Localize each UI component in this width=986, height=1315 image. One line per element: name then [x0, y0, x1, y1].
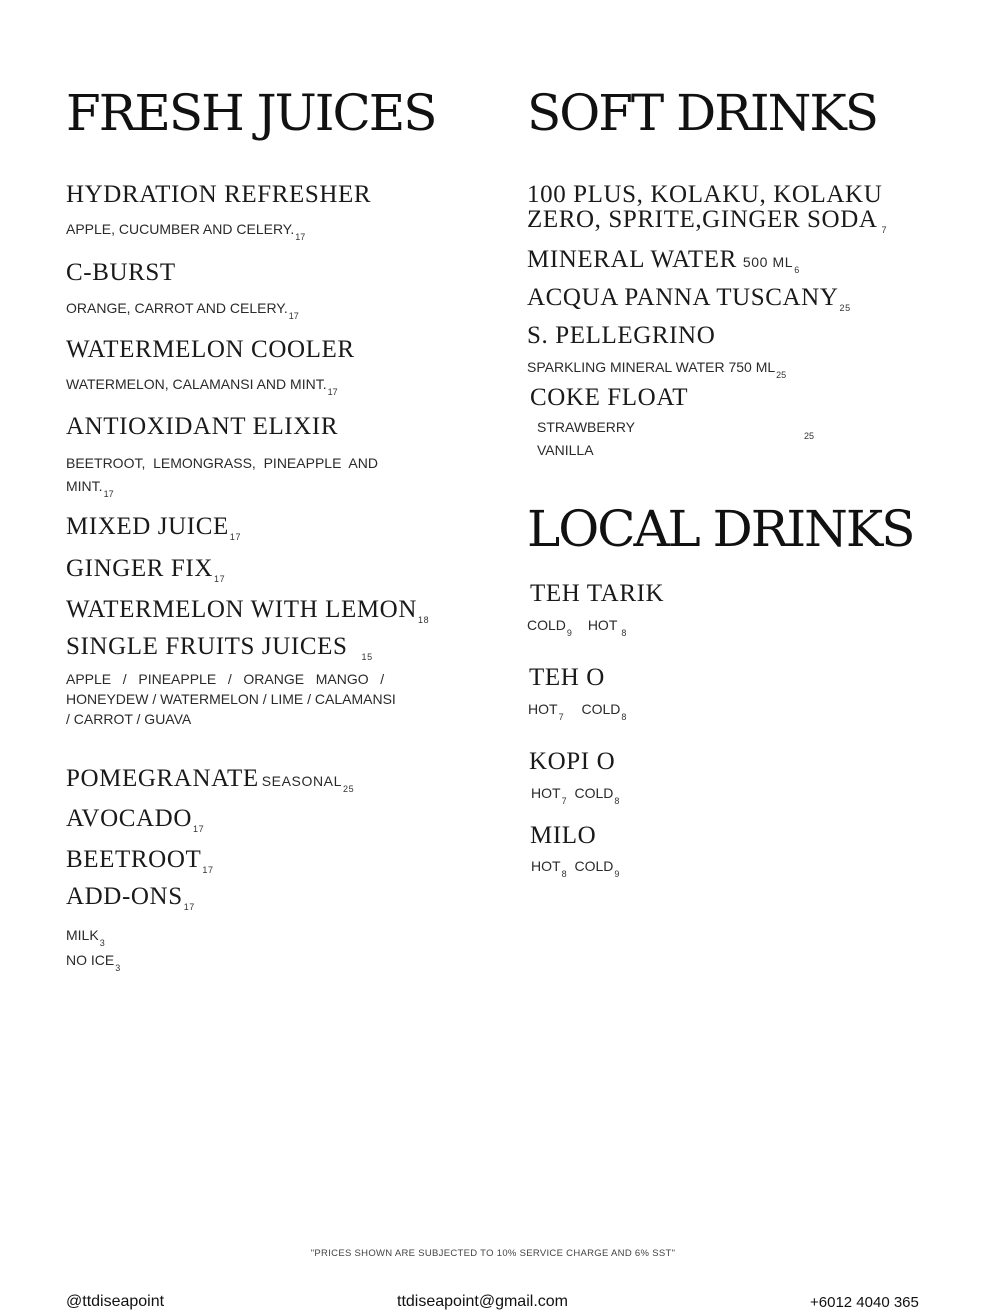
single-fruits-item — [66, 634, 373, 662]
s-pellegrino-name: S. PELLEGRINO — [527, 322, 716, 349]
add-ons-price: 17 — [183, 902, 195, 912]
teh-tarik-cold-label: COLD — [527, 617, 566, 633]
phone-number[interactable]: +6012 4040 365 — [810, 1294, 919, 1311]
single-fruits-options-line2: HONEYDEW / WATERMELON / LIME / CALAMANSI — [66, 691, 396, 707]
add-ons-name: ADD-ONS — [66, 883, 183, 910]
mixed-juice-name: MIXED JUICE — [66, 513, 229, 540]
no-ice-addon-name: NO ICE — [66, 952, 115, 968]
avocado-item — [66, 806, 204, 834]
coke-float-name: COKE FLOAT — [530, 384, 689, 411]
sodas-line1: 100 PLUS, KOLAKU, KOLAKU — [527, 181, 883, 208]
mineral-water-price: 6 — [794, 265, 800, 275]
hydration-refresher-price: 17 — [295, 232, 306, 242]
teh-tarik-hot-label: HOT — [587, 617, 618, 633]
antioxidant-elixir-desc-line2 — [66, 479, 114, 499]
instagram-handle[interactable]: @ttdiseapoint — [66, 1293, 165, 1310]
beetroot-price: 17 — [202, 865, 214, 875]
kopi-o-hot-label: HOT — [531, 785, 561, 801]
pomegranate-seasonal-note: SEASONAL — [261, 773, 343, 789]
teh-o-name: TEH O — [529, 664, 605, 691]
kopi-o-name: KOPI O — [529, 748, 616, 775]
antioxidant-elixir-ingredients-end: MINT. — [66, 478, 103, 494]
teh-o-cold-label: COLD — [581, 701, 621, 717]
beetroot-name: BEETROOT — [66, 846, 202, 873]
email-link[interactable]: ttdiseapoint@gmail.com — [397, 1293, 568, 1310]
ginger-fix-item — [66, 556, 225, 584]
c-burst-ingredients: ORANGE, CARROT AND CELERY. — [66, 300, 288, 316]
milk-addon-name: MILK — [66, 927, 99, 943]
milk-addon — [66, 928, 105, 948]
hydration-refresher-name: HYDRATION REFRESHER — [66, 181, 372, 208]
s-pellegrino-desc — [527, 360, 786, 380]
teh-o-hot-price: 7 — [558, 712, 564, 722]
antioxidant-elixir-name: ANTIOXIDANT ELIXIR — [66, 413, 339, 440]
kopi-o-options — [531, 786, 619, 806]
avocado-name: AVOCADO — [66, 805, 192, 832]
service-charge-note: "PRICES SHOWN ARE SUBJECTED TO 10% SERVICE CHARGE AND 6% SST" — [310, 1248, 676, 1259]
milo-hot-label: HOT — [531, 858, 561, 874]
teh-o-options — [528, 702, 626, 722]
single-fruits-price: 15 — [361, 652, 373, 662]
single-fruits-options-line1: APPLE / PINEAPPLE / ORANGE MANGO / — [66, 671, 385, 687]
pomegranate-name: POMEGRANATE — [66, 765, 259, 792]
add-ons-item — [66, 884, 195, 912]
acqua-panna-price: 25 — [839, 303, 851, 313]
watermelon-cooler-ingredients: WATERMELON, CALAMANSI AND MINT. — [66, 376, 327, 392]
c-burst-desc — [66, 301, 299, 321]
s-pellegrino-price: 25 — [776, 370, 787, 380]
local-drinks-heading: LOCAL DRINKS — [527, 500, 914, 558]
watermelon-cooler-name: WATERMELON COOLER — [66, 336, 355, 363]
sodas-line2 — [527, 207, 887, 235]
acqua-panna-item — [527, 285, 851, 313]
ginger-fix-price: 17 — [213, 574, 226, 584]
beetroot-item — [66, 847, 214, 875]
watermelon-cooler-price: 17 — [327, 387, 338, 397]
pomegranate-price: 25 — [343, 784, 355, 794]
hydration-refresher-desc — [66, 222, 305, 242]
hydration-refresher-ingredients: APPLE, CUCUMBER AND CELERY. — [66, 221, 295, 237]
mixed-juice-price: 17 — [229, 532, 242, 542]
coke-float-option-strawberry: STRAWBERRY — [537, 419, 636, 435]
watermelon-cooler-desc — [66, 377, 338, 397]
kopi-o-hot-price: 7 — [561, 796, 567, 806]
acqua-panna-name: ACQUA PANNA TUSCANY — [527, 284, 839, 311]
fresh-juices-heading: FRESH JUICES — [66, 84, 436, 142]
kopi-o-cold-label: COLD — [574, 785, 614, 801]
sodas-names-end: ZERO, SPRITE,GINGER SODA — [527, 206, 878, 233]
mineral-water-item — [527, 247, 800, 275]
sodas-price: 7 — [881, 225, 888, 235]
teh-o-cold-price: 8 — [621, 712, 627, 722]
single-fruits-options-line3: / CARROT / GUAVA — [66, 711, 192, 727]
teh-tarik-options — [527, 618, 626, 638]
milo-cold-price: 9 — [614, 869, 620, 879]
kopi-o-cold-price: 8 — [614, 796, 620, 806]
ginger-fix-name: GINGER FIX — [66, 555, 213, 582]
milo-cold-label: COLD — [574, 858, 614, 874]
mineral-water-name: MINERAL WATER — [527, 246, 737, 273]
watermelon-lemon-item — [66, 597, 429, 625]
no-ice-addon — [66, 953, 120, 973]
c-burst-name: C-BURST — [66, 259, 176, 286]
mixed-juice-item — [66, 514, 241, 542]
mineral-water-size: 500 ML — [742, 254, 794, 270]
antioxidant-elixir-price: 17 — [103, 489, 114, 499]
single-fruits-name: SINGLE FRUITS JUICES — [66, 633, 348, 660]
no-ice-addon-price: 3 — [115, 963, 121, 973]
teh-o-hot-label: HOT — [528, 701, 558, 717]
teh-tarik-cold-price: 9 — [566, 628, 572, 638]
pomegranate-item — [66, 766, 354, 794]
avocado-price: 17 — [192, 824, 205, 834]
milk-addon-price: 3 — [99, 938, 105, 948]
soft-drinks-heading: SOFT DRINKS — [527, 84, 878, 142]
teh-tarik-hot-price: 8 — [621, 628, 627, 638]
watermelon-lemon-price: 18 — [417, 615, 430, 625]
c-burst-price: 17 — [288, 311, 299, 321]
milo-hot-price: 8 — [561, 869, 567, 879]
milo-options — [531, 859, 619, 879]
watermelon-lemon-name: WATERMELON WITH LEMON — [66, 596, 417, 623]
s-pellegrino-description: SPARKLING MINERAL WATER 750 ML — [527, 359, 776, 375]
milo-name: MILO — [530, 822, 597, 849]
coke-float-price: 25 — [804, 431, 815, 441]
antioxidant-elixir-desc-line1: BEETROOT, LEMONGRASS, PINEAPPLE AND — [66, 455, 378, 471]
teh-tarik-name: TEH TARIK — [530, 580, 665, 607]
coke-float-option-vanilla: VANILLA — [537, 442, 594, 458]
